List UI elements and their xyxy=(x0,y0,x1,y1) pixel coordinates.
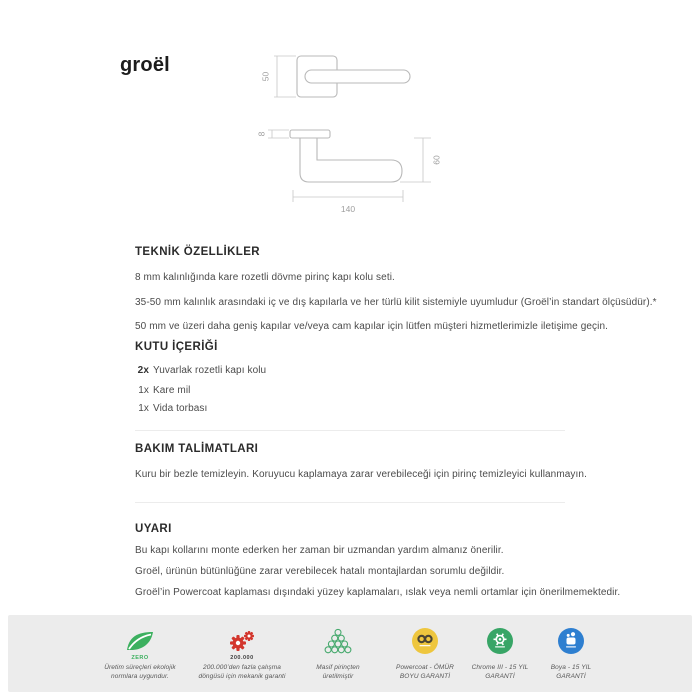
item-quantity: 2x xyxy=(137,365,149,376)
badge-caption: Chrome III - 15 YIL GARANTİ xyxy=(471,664,529,681)
paint-warranty-badge-icon xyxy=(558,628,584,654)
item-quantity: 1x xyxy=(138,403,149,414)
box-content-item xyxy=(135,365,266,376)
side-rosette-plate xyxy=(290,130,330,138)
item-label: Yuvarlak rozetli kapı kolu xyxy=(153,365,267,376)
warning-heading: UYARI xyxy=(135,523,172,535)
dimension-label-60: 60 xyxy=(431,155,442,165)
badge-mechanical-warranty xyxy=(187,628,297,682)
warning-paragraph: Groël’in Powercoat kaplaması dışındaki yüzey kaplamaları, ıslak veya nemli ortamlar için önerilmemektedir. xyxy=(135,587,621,598)
dimension-label-8: 8 xyxy=(256,131,267,137)
badge-caption: Boya - 15 YIL GARANTİ xyxy=(550,664,592,681)
badge-sublabel: 200.000 xyxy=(230,655,254,661)
box-content-item xyxy=(135,385,190,396)
technical-specs-paragraph: 35-50 mm kalınlık arasındaki iç ve dış kapılarla ve her türlü kilit sistemiyle uyumludur (Groël’in standart ölçüsüdür).* xyxy=(135,297,657,308)
badge-caption: Powercoat - ÖMÜR BOYU GARANTİ xyxy=(396,664,454,681)
care-instructions-heading: BAKIM TALİMATLARI xyxy=(135,443,259,455)
section-divider xyxy=(135,430,565,431)
badge-paint-warranty xyxy=(516,628,626,682)
front-handle-bar xyxy=(305,70,410,83)
item-label: Vida torbası xyxy=(153,403,208,414)
dimension-label-140: 140 xyxy=(340,204,356,214)
side-handle-profile xyxy=(300,137,402,182)
technical-specs-paragraph: 50 mm ve üzeri daha geniş kapılar ve/veya cam kapılar için lütfen müşteri hizmetlerimizle iletişime geçin. xyxy=(135,321,609,332)
technical-specs-paragraph: 8 mm kalınlığında kare rozetli dövme pirinç kapı kolu seti. xyxy=(135,272,395,283)
warning-paragraph: Groël, ürünün bütünlüğüne zarar verebilecek hatalı montajlardan sorumlu değildir. xyxy=(135,566,505,577)
badge-sublabel: ZERO xyxy=(131,655,149,661)
badge-caption: Masif pirinçten üretilmiştir xyxy=(316,664,360,681)
dimension-label-50: 50 xyxy=(260,71,271,82)
badge-eco xyxy=(85,628,195,682)
item-quantity: 1x xyxy=(138,385,149,396)
badge-caption: 200.000’den fazla çalışma döngüsü için mekanik garanti xyxy=(198,664,286,681)
brand-logo: groël xyxy=(120,54,170,76)
box-content-item xyxy=(135,403,207,414)
box-contents-heading: KUTU İÇERİĞİ xyxy=(135,341,218,353)
powercoat-infinity-badge-icon xyxy=(412,628,438,654)
drawing-side-view xyxy=(257,130,442,214)
care-instructions-paragraph: Kuru bir bezle temizleyin. Koruyucu kaplamaya zarar verebileceği için pirinç temizleyici kullanmayın. xyxy=(135,469,587,480)
eco-leaf-icon xyxy=(125,628,155,654)
chrome-warranty-badge-icon xyxy=(487,628,513,654)
technical-specs-heading: TEKNİK ÖZELLİKLER xyxy=(135,246,260,258)
badge-caption: Üretim süreçleri ekolojik normlara uygundur. xyxy=(104,664,176,681)
mechanical-gears-icon xyxy=(229,628,256,654)
item-label: Kare mil xyxy=(153,385,191,396)
section-divider xyxy=(135,502,565,503)
warning-paragraph: Bu kapı kollarını monte ederken her zaman bir uzmandan yardım almanız önerilir. xyxy=(135,545,504,556)
drawing-front-view xyxy=(261,56,411,97)
solid-brass-icon xyxy=(323,628,353,654)
technical-drawing xyxy=(250,42,450,218)
